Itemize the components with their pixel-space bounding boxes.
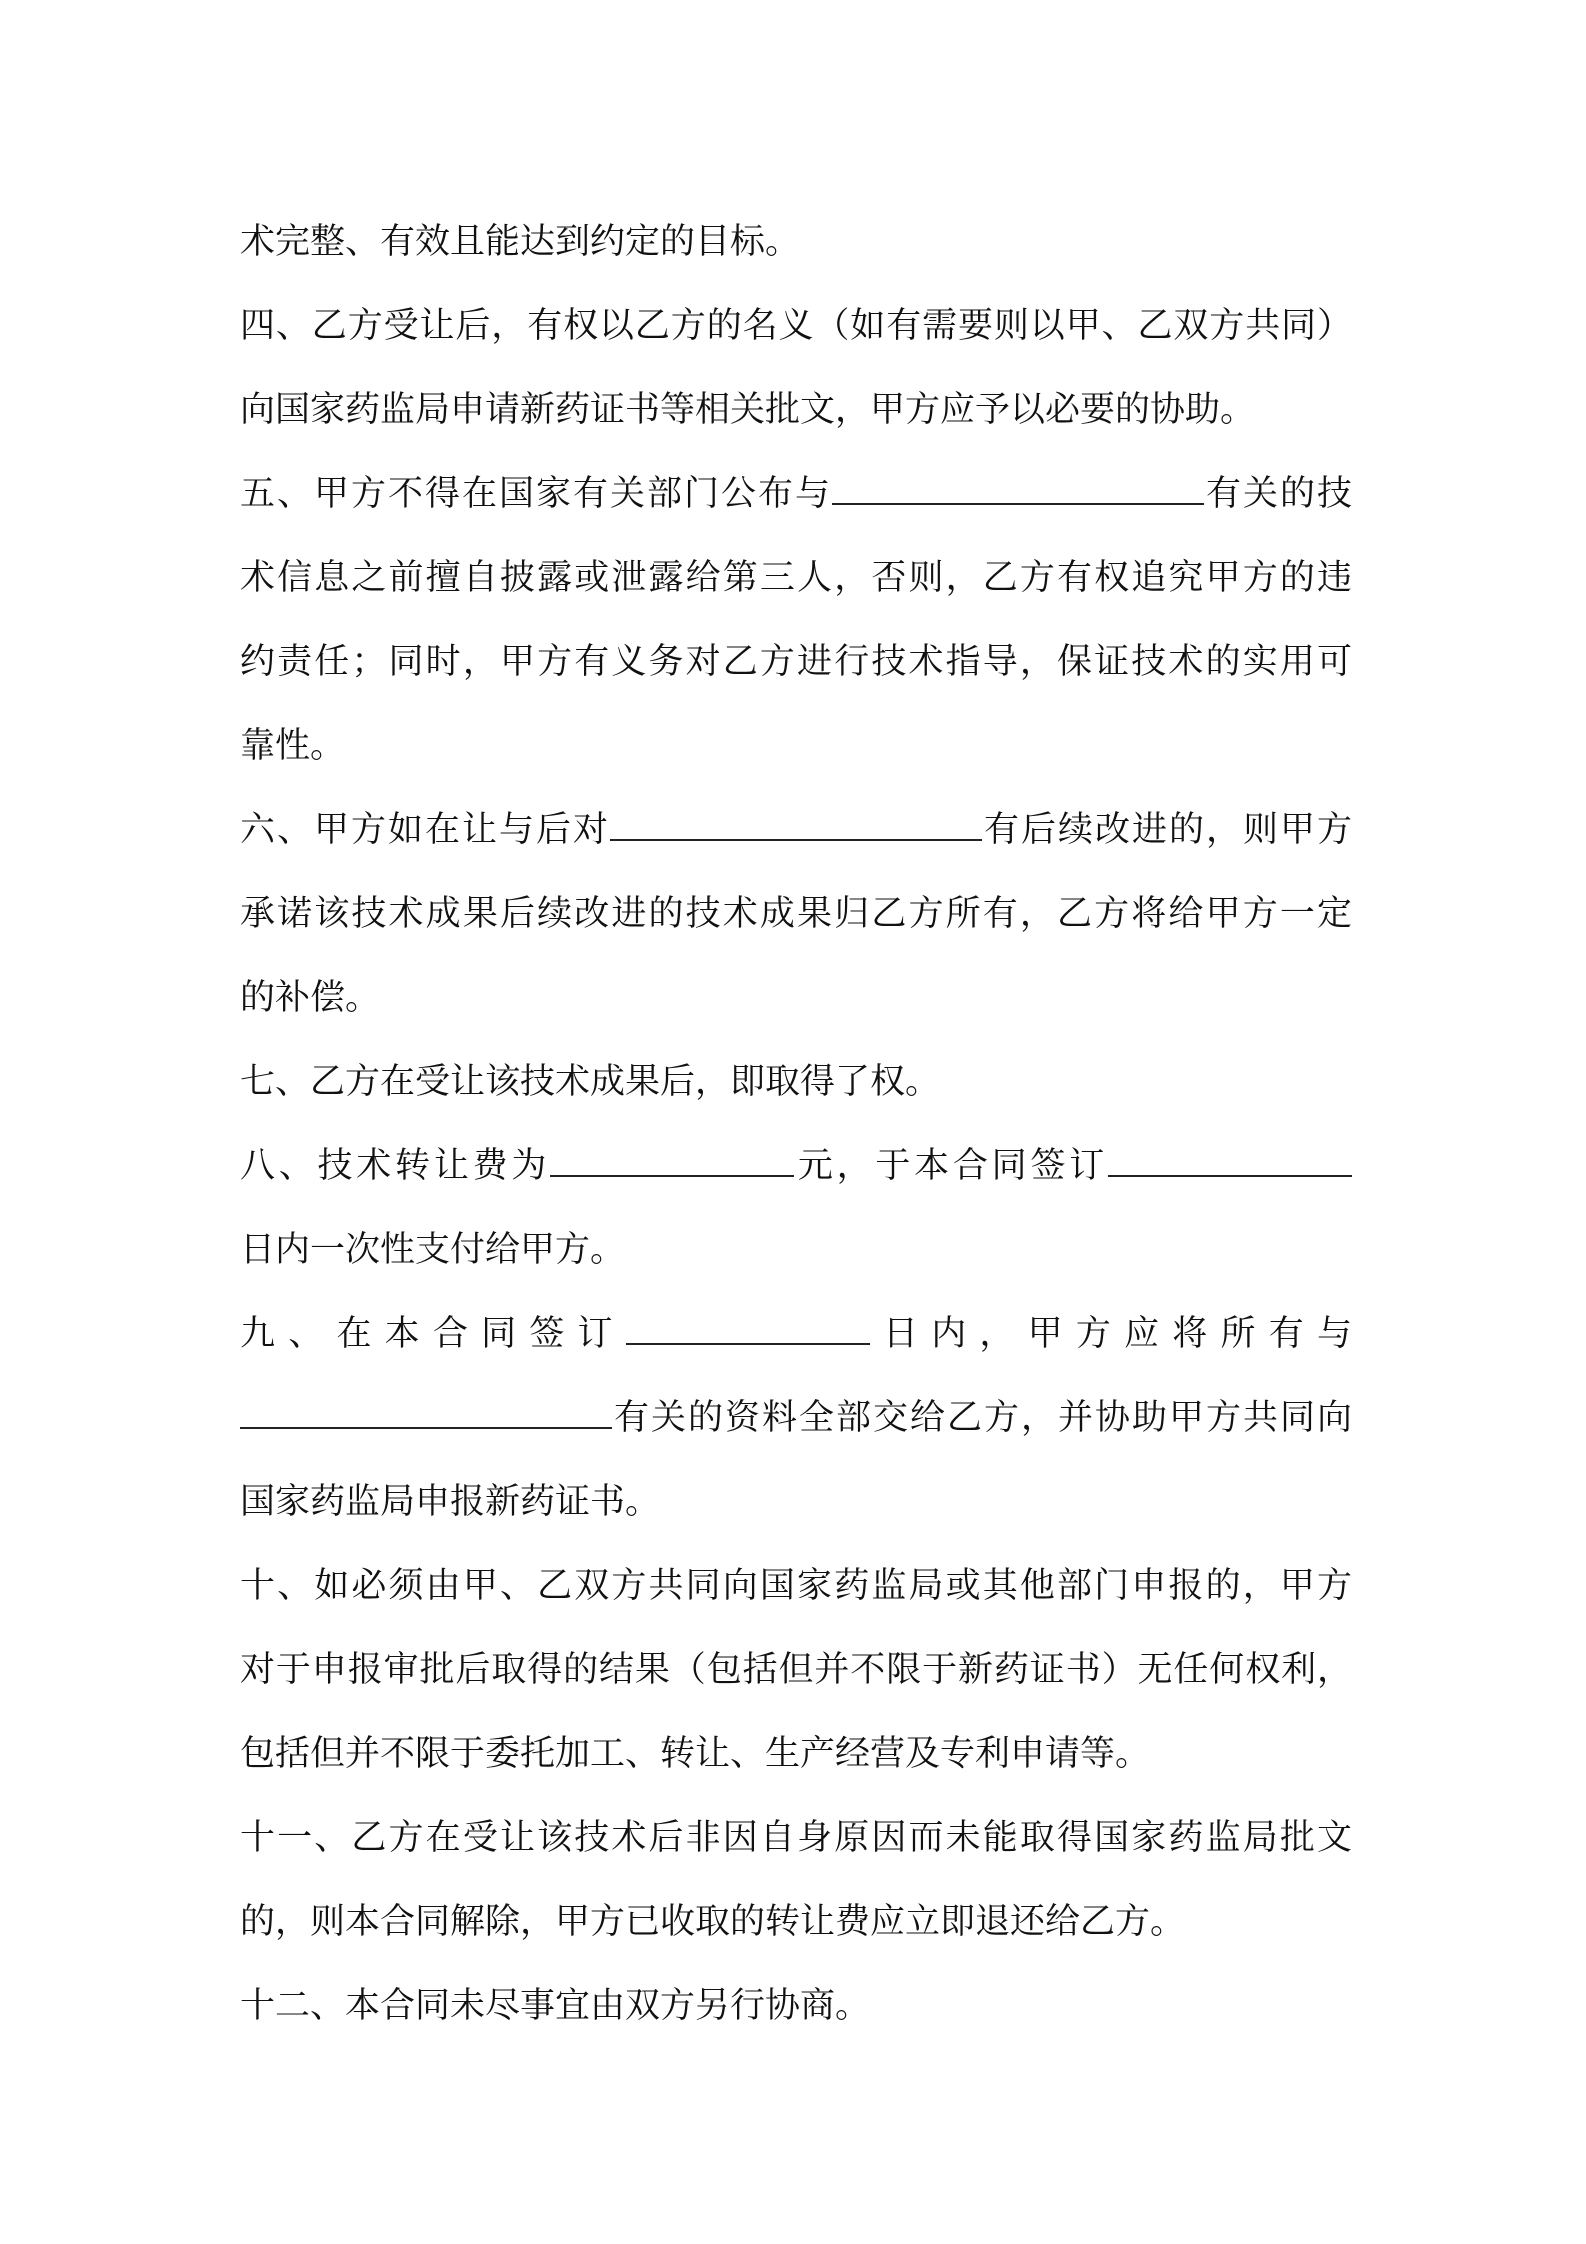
clause-8 (240, 1124, 1352, 1292)
fill-in-blank[interactable] (550, 1145, 794, 1177)
text-line: 包括但并不限于委托加工、转让、生产经营及专利申请等。 (240, 1734, 1151, 1774)
text-line: 的，则本合同解除，甲方已收取的转让费应立即退还给乙方。 (240, 1902, 1186, 1942)
text-line: 向国家药监局申请新药证书等相关批文，甲方应予以必要的协助。 (240, 390, 1256, 430)
clause-6 (240, 788, 1352, 1040)
text-line-with-blank (240, 452, 1352, 536)
fill-in-blank[interactable] (626, 1313, 870, 1345)
text-line: 十二、本合同未尽事宜由双方另行协商。 (240, 1986, 871, 2026)
clause-11 (240, 1796, 1352, 1964)
text-line: 七、乙方在受让该技术成果后，即取得了权。 (240, 1062, 941, 1102)
text-line-with-blank (240, 1376, 1352, 1460)
text-line: 术信息之前擅自披露或泄露给第三人，否则，乙方有权追究甲方的违 (240, 558, 1352, 598)
text-line: 约责任；同时，甲方有义务对乙方进行技术指导，保证技术的实用可 (240, 642, 1352, 682)
clause-9 (240, 1292, 1352, 1544)
text-line: 四、乙方受让后，有权以乙方的名义（如有需要则以甲、乙双方共同） (240, 306, 1352, 346)
text-segment: 六、甲方如在让与后对 (240, 810, 610, 850)
text-line: 靠性。 (240, 726, 346, 766)
clause-10 (240, 1544, 1352, 1796)
clause-5 (240, 452, 1352, 788)
text-line: 术完整、有效且能达到约定的目标。 (240, 222, 801, 262)
text-segment: 九、在本合同签订 (240, 1314, 626, 1354)
text-line: 日内一次性支付给甲方。 (240, 1230, 626, 1270)
clause-3-continuation (240, 200, 1352, 284)
fill-in-blank[interactable] (1108, 1145, 1352, 1177)
text-segment: 有关的技 (1203, 474, 1352, 514)
text-line-with-blank (240, 1292, 1352, 1376)
text-segment: 日内，甲方应将所有与 (869, 1314, 1352, 1354)
text-segment: 元，于本合同签订 (794, 1146, 1108, 1186)
text-line: 国家药监局申报新药证书。 (240, 1482, 661, 1522)
clause-4 (240, 284, 1352, 452)
fill-in-blank[interactable] (610, 809, 982, 841)
clause-12 (240, 1964, 1352, 2048)
text-segment: 有后续改进的，则甲方 (982, 810, 1352, 850)
text-line: 的补偿。 (240, 978, 381, 1018)
text-line: 十、如必须由甲、乙双方共同向国家药监局或其他部门申报的，甲方 (240, 1566, 1352, 1606)
text-segment: 有关的资料全部交给乙方，并协助甲方共同向 (612, 1398, 1352, 1438)
text-segment: 五、甲方不得在国家有关部门公布与 (240, 474, 832, 514)
fill-in-blank[interactable] (832, 473, 1204, 505)
text-segment: 八、技术转让费为 (240, 1146, 551, 1186)
text-line: 十一、乙方在受让该技术后非因自身原因而未能取得国家药监局批文 (240, 1818, 1352, 1858)
text-line-with-blank (240, 1124, 1352, 1208)
text-line-with-blank (240, 788, 1352, 872)
contract-body (240, 200, 1352, 2048)
text-line: 对于申报审批后取得的结果（包括但并不限于新药证书）无任何权利， (240, 1650, 1352, 1690)
text-line: 承诺该技术成果后续改进的技术成果归乙方所有，乙方将给甲方一定 (240, 894, 1352, 934)
fill-in-blank[interactable] (240, 1397, 612, 1429)
clause-7 (240, 1040, 1352, 1124)
